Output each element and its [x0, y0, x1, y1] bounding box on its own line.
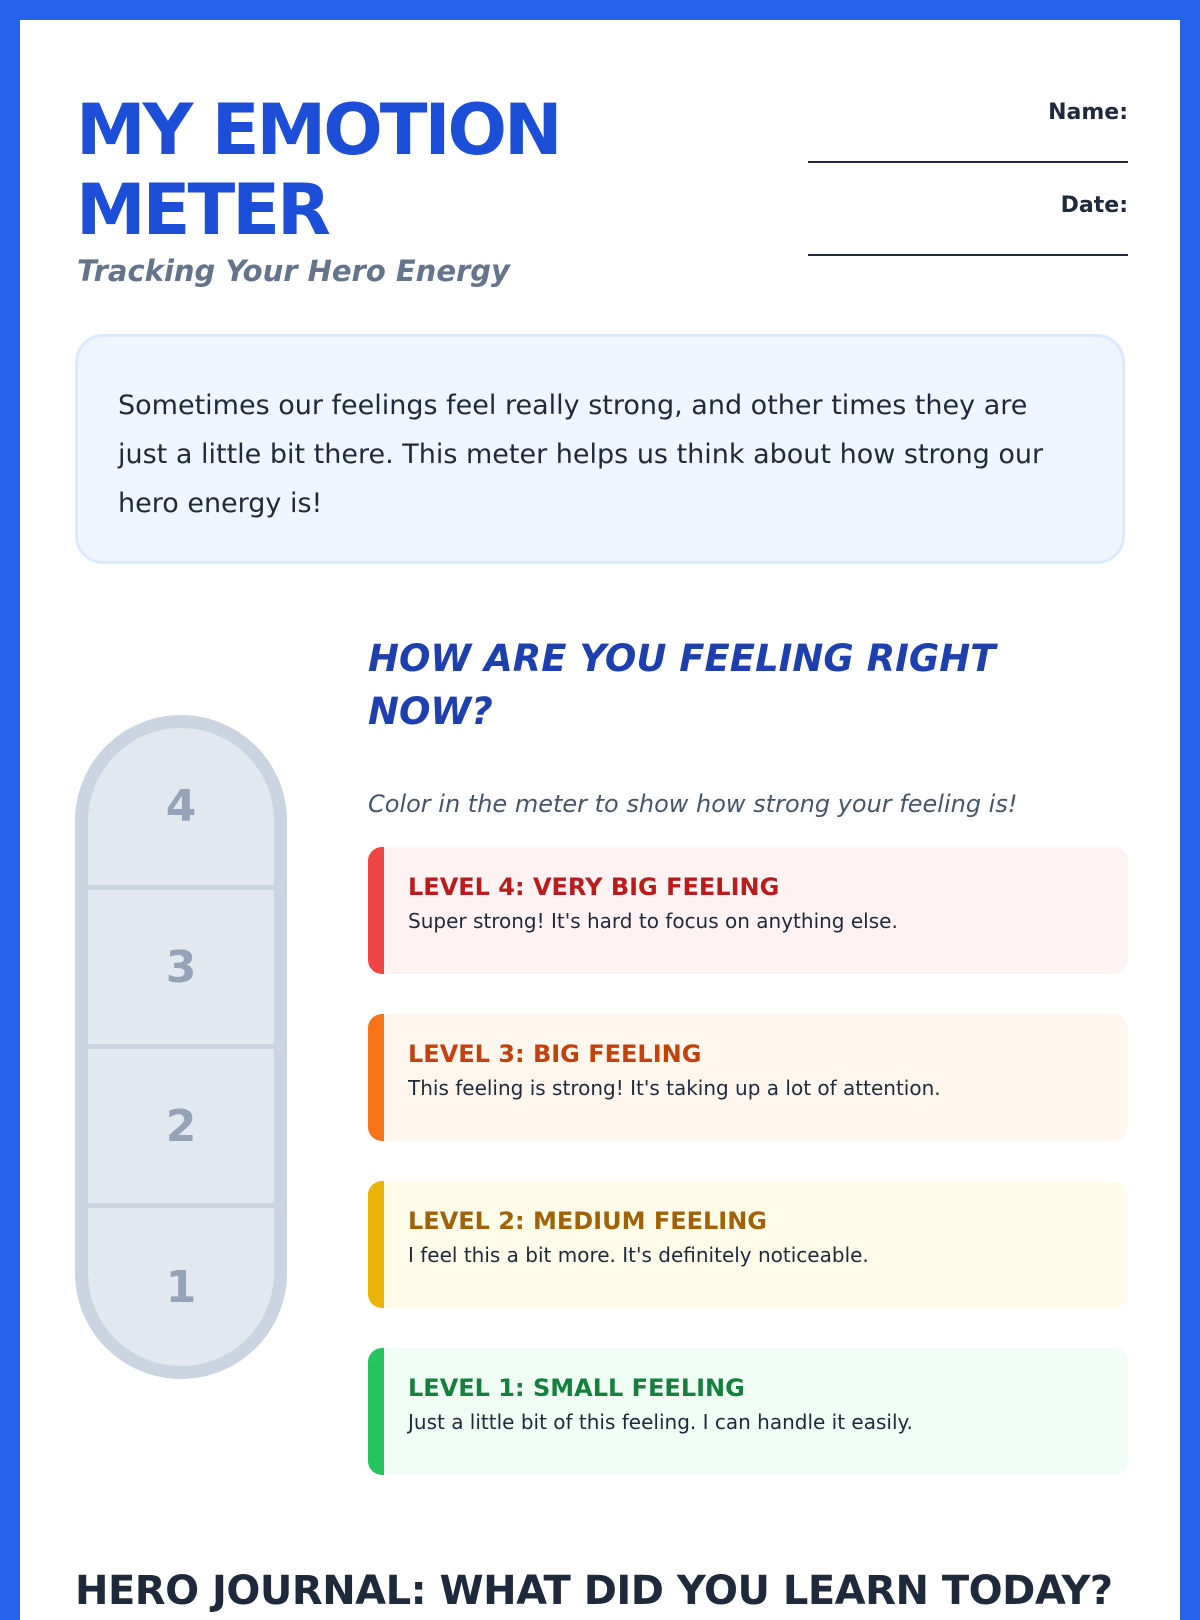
level-accent-bar	[368, 847, 384, 974]
level-description: I feel this a bit more. It's definitely noticeable.	[408, 1243, 869, 1267]
title-line-2: METER	[76, 169, 328, 251]
meter-segment-4[interactable]: 4	[165, 781, 197, 832]
level-title: LEVEL 1: SMALL FEELING	[408, 1374, 745, 1402]
level-card-1	[368, 1348, 1128, 1475]
name-field-line[interactable]	[808, 161, 1128, 163]
page-title	[76, 90, 560, 250]
level-card-3	[368, 1014, 1128, 1141]
level-card-4	[368, 847, 1128, 974]
intro-text: Sometimes our feelings feel really strong, and other times they are just a little bit there. This meter helps us think about how strong our hero energy is!	[118, 390, 1044, 519]
level-accent-bar	[368, 1181, 384, 1308]
name-label: Name:	[1048, 100, 1128, 125]
level-description: Super strong! It's hard to focus on anything else.	[408, 909, 898, 933]
level-accent-bar	[368, 1014, 384, 1141]
level-description: This feeling is strong! It's taking up a lot of attention.	[408, 1076, 941, 1100]
level-description: Just a little bit of this feeling. I can handle it easily.	[408, 1410, 913, 1434]
date-label: Date:	[1060, 193, 1128, 218]
journal-heading: HERO JOURNAL: WHAT DID YOU LEARN TODAY?	[75, 1568, 1113, 1614]
level-title: LEVEL 4: VERY BIG FEELING	[408, 873, 780, 901]
meter-segment-2[interactable]: 2	[165, 1100, 197, 1152]
worksheet-page	[20, 20, 1180, 1620]
emotion-meter[interactable]	[75, 715, 287, 1379]
level-card-2	[368, 1181, 1128, 1308]
intro-box	[75, 334, 1125, 564]
title-line-1: MY EMOTION	[76, 89, 560, 171]
meter-segment-1[interactable]: 1	[165, 1261, 197, 1313]
feeling-question: HOW ARE YOU FEELING RIGHT NOW?	[368, 637, 996, 733]
level-title: LEVEL 3: BIG FEELING	[408, 1040, 702, 1068]
meter-instruction: Color in the meter to show how strong your feeling is!	[368, 790, 1018, 818]
level-title: LEVEL 2: MEDIUM FEELING	[408, 1207, 768, 1235]
page-subtitle: Tracking Your Hero Energy	[77, 254, 510, 288]
meter-segment-3[interactable]: 3	[165, 941, 197, 993]
level-accent-bar	[368, 1348, 384, 1475]
date-field-line[interactable]	[808, 254, 1128, 256]
